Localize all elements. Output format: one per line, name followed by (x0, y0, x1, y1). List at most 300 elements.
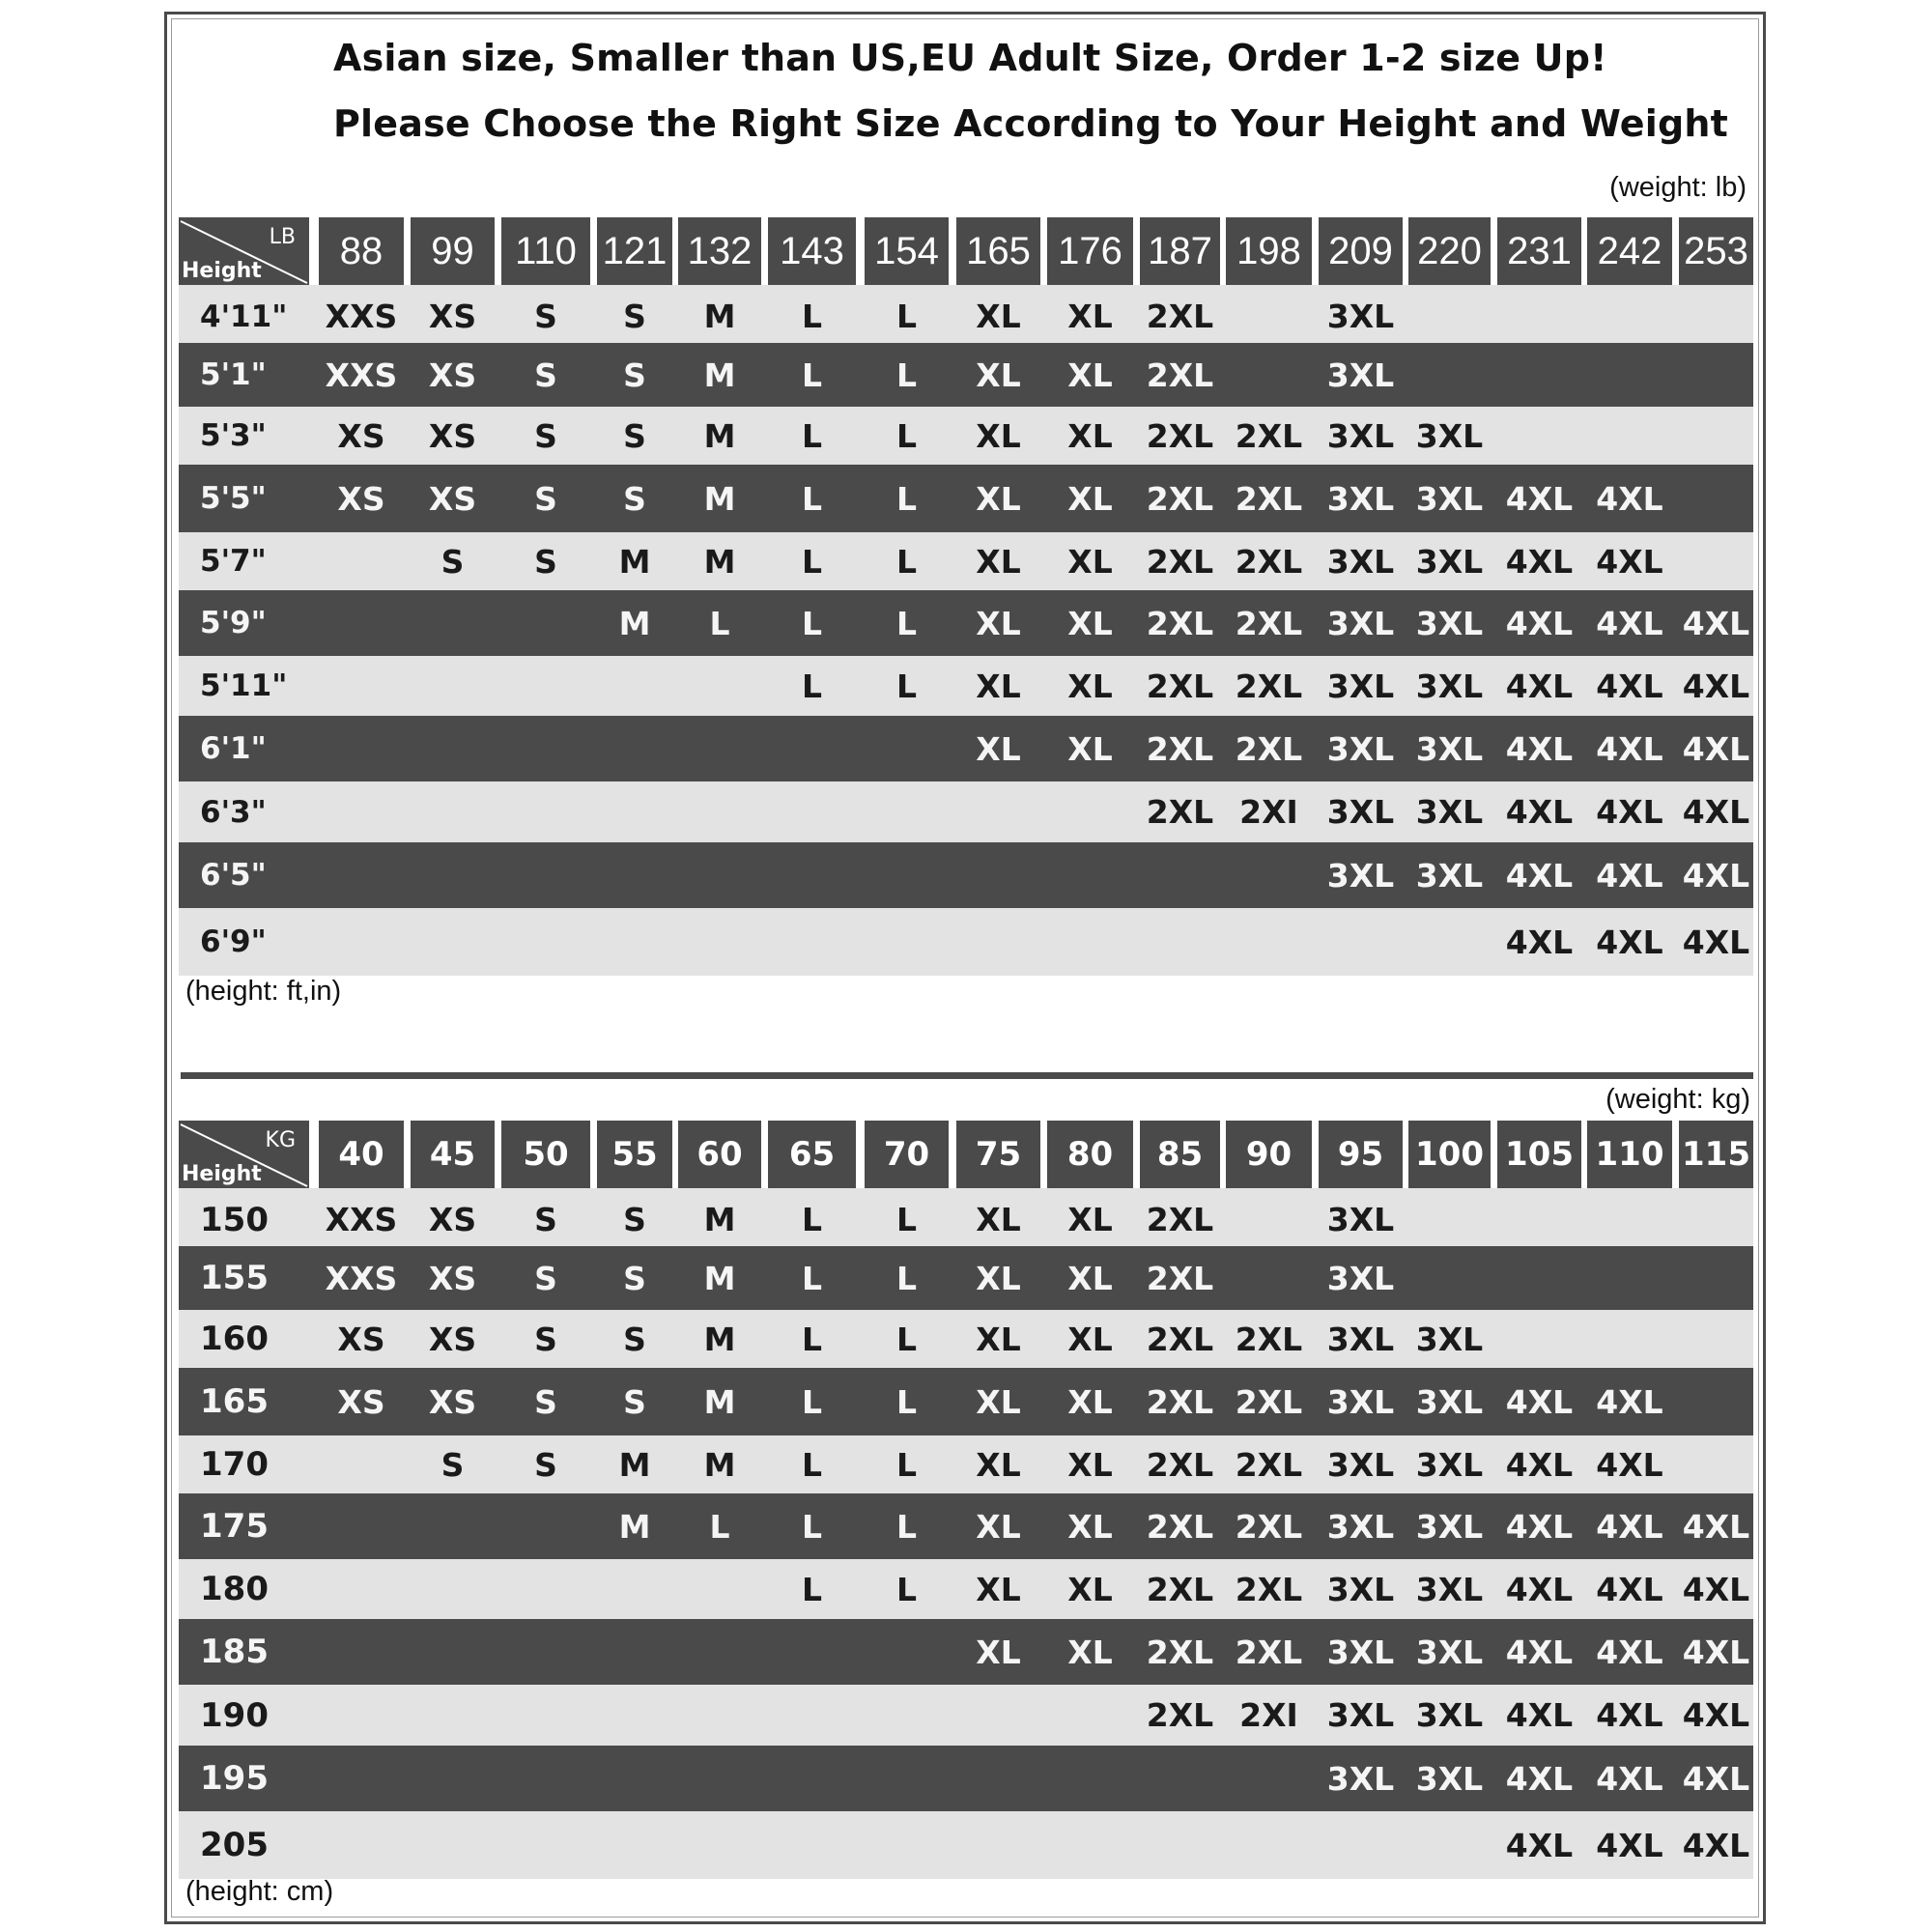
kg-weight-header-70: 70 (865, 1121, 949, 1188)
lb-size-cell: L (895, 298, 918, 335)
lb-size-cell: XS (428, 355, 477, 394)
lb-size-cell: XL (976, 416, 1021, 455)
kg-size-cell: 3XL (1415, 1759, 1484, 1798)
lb-size-cell: L (709, 604, 730, 642)
kg-weight-header-75: 75 (956, 1121, 1040, 1188)
kg-weight-header-85: 85 (1140, 1121, 1220, 1188)
kg-size-cell: XS (337, 1320, 385, 1358)
lb-height-unit-note: (height: ft,in) (185, 976, 342, 1007)
lb-size-cell: 3XL (1415, 416, 1484, 455)
kg-row-height-label: 195 (200, 1759, 269, 1798)
lb-size-cell: 3XL (1415, 604, 1484, 642)
kg-size-cell: XL (1067, 1320, 1113, 1358)
lb-weight-header-132: 132 (678, 217, 761, 285)
table-row (179, 343, 1753, 407)
lb-size-cell: L (895, 355, 918, 394)
kg-size-cell: S (440, 1445, 465, 1484)
kg-size-cell: XXS (325, 1201, 398, 1238)
kg-size-cell: XL (976, 1445, 1021, 1484)
lb-size-cell: 3XL (1326, 298, 1395, 335)
lb-size-cell: XL (976, 355, 1021, 394)
kg-size-cell: 2XL (1146, 1382, 1214, 1421)
kg-size-cell: XS (428, 1201, 477, 1238)
table-row (179, 1368, 1753, 1435)
kg-size-cell: 3XL (1326, 1382, 1395, 1421)
kg-size-cell: 4XL (1505, 1507, 1574, 1546)
lb-size-cell: 3XL (1326, 667, 1395, 705)
table-row (179, 716, 1753, 781)
lb-row-height-label: 5'1" (200, 357, 267, 392)
lb-size-cell: XL (1067, 667, 1113, 705)
kg-size-cell: S (534, 1259, 557, 1297)
lb-size-cell: S (534, 355, 557, 394)
lb-size-cell: 4XL (1596, 542, 1663, 581)
lb-size-cell: 2XI (1239, 793, 1298, 831)
lb-weight-header-253: 253 (1679, 217, 1753, 285)
kg-size-cell: L (895, 1259, 918, 1297)
kg-size-cell: 2XI (1239, 1696, 1298, 1734)
lb-weight-header-121: 121 (597, 217, 672, 285)
kg-size-cell: XL (976, 1259, 1021, 1297)
lb-size-cell: 4XL (1596, 604, 1663, 642)
kg-weight-header-110: 110 (1587, 1121, 1672, 1188)
lb-size-cell: 4XL (1682, 793, 1750, 831)
kg-size-cell: 4XL (1505, 1696, 1574, 1734)
lb-size-cell: L (895, 479, 918, 518)
lb-size-cell: 2XL (1146, 604, 1214, 642)
kg-size-cell: XL (1067, 1570, 1113, 1608)
kg-row-height-label: 165 (200, 1382, 269, 1421)
kg-size-cell: 2XL (1235, 1570, 1303, 1608)
lb-weight-header-88: 88 (319, 217, 404, 285)
kg-size-cell: 3XL (1415, 1320, 1484, 1358)
kg-weight-header-115: 115 (1679, 1121, 1753, 1188)
lb-size-cell: 3XL (1415, 542, 1484, 581)
kg-size-cell: 2XL (1146, 1696, 1214, 1734)
kg-size-cell: 3XL (1326, 1570, 1395, 1608)
lb-size-cell: XS (337, 416, 385, 455)
kg-size-cell: L (801, 1382, 823, 1421)
kg-size-cell: 3XL (1326, 1201, 1395, 1238)
lb-weight-header-231: 231 (1497, 217, 1581, 285)
lb-size-cell: 4XL (1596, 667, 1663, 705)
lb-row-height-label: 5'5" (200, 481, 267, 516)
lb-size-cell: 4XL (1596, 793, 1663, 831)
kg-size-cell: 3XL (1415, 1570, 1484, 1608)
lb-corner-height-label: Height (182, 259, 262, 283)
table-row (179, 285, 1753, 348)
kg-size-cell: 4XL (1682, 1826, 1750, 1864)
lb-size-cell: XXS (325, 355, 398, 394)
table-row (179, 908, 1753, 976)
lb-size-cell: 3XL (1326, 793, 1395, 831)
kg-size-cell: S (623, 1201, 646, 1238)
lb-size-cell: 3XL (1326, 416, 1395, 455)
lb-size-cell: 3XL (1326, 604, 1395, 642)
kg-corner-cell (179, 1121, 309, 1188)
lb-size-cell: S (534, 479, 557, 518)
kg-weight-header-80: 80 (1047, 1121, 1133, 1188)
lb-size-cell: L (895, 667, 918, 705)
lb-size-cell: L (801, 479, 823, 518)
kg-size-cell: 4XL (1596, 1570, 1663, 1608)
kg-size-cell: 4XL (1682, 1633, 1750, 1671)
lb-weight-header-242: 242 (1587, 217, 1672, 285)
lb-size-cell: L (801, 416, 823, 455)
kg-size-cell: 3XL (1326, 1445, 1395, 1484)
kg-row-height-label: 205 (200, 1826, 269, 1864)
lb-size-cell: S (623, 479, 646, 518)
kg-size-cell: XL (1067, 1507, 1113, 1546)
kg-height-unit-note: (height: cm) (185, 1876, 334, 1907)
kg-size-cell: M (703, 1259, 736, 1297)
kg-size-cell: XS (337, 1382, 385, 1421)
lb-size-cell: XL (1067, 604, 1113, 642)
lb-size-cell: L (801, 298, 823, 335)
table-row (179, 656, 1753, 716)
lb-size-cell: XS (428, 298, 477, 335)
lb-weight-header-143: 143 (768, 217, 856, 285)
lb-size-cell: 4XL (1505, 923, 1574, 961)
lb-size-cell: 4XL (1596, 923, 1663, 961)
kg-size-cell: 3XL (1326, 1507, 1395, 1546)
kg-corner-unit: KG (265, 1128, 296, 1152)
kg-size-cell: M (618, 1445, 651, 1484)
lb-size-cell: S (623, 298, 646, 335)
kg-weight-header-95: 95 (1319, 1121, 1403, 1188)
kg-size-cell: 4XL (1505, 1826, 1574, 1864)
lb-size-cell: 3XL (1415, 479, 1484, 518)
kg-size-cell: 3XL (1326, 1320, 1395, 1358)
kg-size-cell: 4XL (1596, 1445, 1663, 1484)
kg-size-cell: 4XL (1596, 1633, 1663, 1671)
kg-weight-header-65: 65 (768, 1121, 856, 1188)
kg-size-cell: XL (1067, 1259, 1113, 1297)
kg-size-cell: 2XL (1146, 1507, 1214, 1546)
lb-size-cell: XS (428, 416, 477, 455)
kg-size-cell: L (895, 1382, 918, 1421)
lb-size-cell: 4XL (1682, 667, 1750, 705)
table-row (179, 842, 1753, 908)
lb-row-height-label: 6'5" (200, 858, 267, 893)
lb-size-cell: XL (976, 298, 1021, 335)
lb-size-cell: 2XL (1146, 298, 1214, 335)
kg-size-cell: 3XL (1415, 1633, 1484, 1671)
kg-size-cell: 2XL (1146, 1320, 1214, 1358)
lb-size-cell: 4XL (1682, 729, 1750, 768)
kg-row-height-label: 175 (200, 1507, 269, 1546)
lb-weight-header-165: 165 (956, 217, 1040, 285)
kg-size-cell: L (895, 1445, 918, 1484)
lb-row-height-label: 5'9" (200, 606, 267, 640)
kg-size-cell: 3XL (1326, 1759, 1395, 1798)
kg-size-cell: S (623, 1382, 646, 1421)
lb-size-cell: 4XL (1505, 856, 1574, 895)
lb-size-cell: 2XL (1235, 479, 1303, 518)
lb-size-cell: 3XL (1415, 729, 1484, 768)
kg-size-cell: 4XL (1505, 1382, 1574, 1421)
kg-size-cell: M (703, 1445, 736, 1484)
kg-size-cell: L (895, 1320, 918, 1358)
lb-size-cell: XL (976, 729, 1021, 768)
lb-weight-header-110: 110 (501, 217, 590, 285)
lb-size-cell: S (440, 542, 465, 581)
lb-size-cell: M (703, 479, 736, 518)
kg-size-cell: L (801, 1507, 823, 1546)
kg-row-height-label: 185 (200, 1633, 269, 1671)
kg-size-cell: XL (976, 1201, 1021, 1238)
table-row (179, 1435, 1753, 1493)
kg-size-cell: XS (428, 1259, 477, 1297)
kg-size-cell: XL (976, 1633, 1021, 1671)
kg-size-cell: XL (976, 1382, 1021, 1421)
lb-row-height-label: 5'3" (200, 418, 267, 453)
lb-size-cell: 4XL (1596, 856, 1663, 895)
lb-size-cell: S (534, 542, 557, 581)
lb-size-cell: 2XL (1146, 479, 1214, 518)
kg-size-cell: 4XL (1596, 1759, 1663, 1798)
kg-size-cell: XL (976, 1320, 1021, 1358)
kg-size-cell: L (801, 1259, 823, 1297)
lb-size-cell: M (703, 298, 736, 335)
lb-size-cell: 2XL (1146, 355, 1214, 394)
kg-weight-header-40: 40 (319, 1121, 404, 1188)
lb-size-cell: XL (976, 479, 1021, 518)
lb-size-cell: M (703, 542, 736, 581)
table-row (179, 781, 1753, 842)
kg-row-height-label: 170 (200, 1445, 269, 1484)
kg-size-cell: XL (1067, 1201, 1113, 1238)
table-row (179, 1811, 1753, 1879)
lb-size-cell: XL (1067, 355, 1113, 394)
lb-size-cell: M (703, 355, 736, 394)
lb-weight-header-220: 220 (1408, 217, 1491, 285)
lb-size-cell: 2XL (1235, 667, 1303, 705)
kg-row-height-label: 150 (200, 1200, 269, 1239)
lb-size-cell: 2XL (1146, 729, 1214, 768)
kg-size-cell: 3XL (1415, 1507, 1484, 1546)
lb-row-height-label: 6'1" (200, 731, 267, 766)
lb-row-height-label: 4'11" (200, 298, 288, 334)
lb-row-height-label: 5'11" (200, 668, 288, 703)
lb-size-cell: XL (976, 604, 1021, 642)
kg-size-cell: M (703, 1201, 736, 1238)
kg-size-cell: S (534, 1382, 557, 1421)
lb-size-cell: 3XL (1415, 793, 1484, 831)
kg-size-cell: 4XL (1505, 1759, 1574, 1798)
lb-size-cell: M (618, 604, 651, 642)
kg-size-cell: L (801, 1320, 823, 1358)
kg-weight-header-100: 100 (1408, 1121, 1491, 1188)
section-divider (181, 1072, 1753, 1079)
lb-size-cell: 4XL (1505, 542, 1574, 581)
lb-size-cell: XL (1067, 729, 1113, 768)
lb-size-cell: L (801, 355, 823, 394)
lb-size-cell: S (534, 298, 557, 335)
lb-size-cell: 2XL (1235, 729, 1303, 768)
lb-size-cell: XS (337, 479, 385, 518)
kg-weight-header-50: 50 (501, 1121, 590, 1188)
kg-size-cell: 4XL (1505, 1445, 1574, 1484)
kg-size-cell: M (703, 1382, 736, 1421)
kg-size-cell: 3XL (1326, 1696, 1395, 1734)
lb-size-cell: 3XL (1415, 667, 1484, 705)
lb-size-cell: 3XL (1415, 856, 1484, 895)
kg-size-cell: S (534, 1201, 557, 1238)
kg-weight-header-105: 105 (1497, 1121, 1581, 1188)
table-row (179, 1188, 1753, 1251)
kg-row-height-label: 180 (200, 1570, 269, 1608)
lb-size-cell: L (895, 604, 918, 642)
kg-size-cell: 2XL (1146, 1633, 1214, 1671)
lb-size-cell: 2XL (1235, 542, 1303, 581)
headline-line-1: Asian size, Smaller than US,EU Adult Size, Order 1-2 size Up! (333, 37, 1607, 79)
lb-size-cell: XS (428, 479, 477, 518)
kg-corner-height-label: Height (182, 1162, 262, 1186)
lb-size-cell: 3XL (1326, 856, 1395, 895)
kg-size-cell: XL (976, 1507, 1021, 1546)
lb-size-cell: S (623, 416, 646, 455)
table-row (179, 465, 1753, 532)
lb-size-cell: XXS (325, 298, 398, 335)
lb-size-cell: 2XL (1235, 416, 1303, 455)
kg-size-cell: XS (428, 1382, 477, 1421)
lb-size-cell: L (801, 542, 823, 581)
lb-size-cell: L (801, 667, 823, 705)
kg-weight-header-60: 60 (678, 1121, 761, 1188)
kg-size-cell: 3XL (1326, 1259, 1395, 1297)
lb-size-cell: XL (1067, 479, 1113, 518)
lb-size-cell: 4XL (1505, 604, 1574, 642)
lb-size-cell: S (534, 416, 557, 455)
kg-size-cell: XL (1067, 1382, 1113, 1421)
lb-size-cell: 4XL (1682, 856, 1750, 895)
lb-size-cell: XL (1067, 542, 1113, 581)
table-row (179, 1310, 1753, 1368)
kg-size-cell: S (623, 1320, 646, 1358)
kg-size-cell: S (623, 1259, 646, 1297)
lb-row-height-label: 6'9" (200, 924, 267, 959)
kg-size-cell: L (801, 1570, 823, 1608)
lb-size-cell: M (618, 542, 651, 581)
lb-size-cell: 4XL (1682, 923, 1750, 961)
kg-size-cell: XL (976, 1570, 1021, 1608)
table-row (179, 407, 1753, 465)
kg-weight-unit-note: (weight: kg) (1605, 1084, 1750, 1115)
kg-row-height-label: 190 (200, 1695, 269, 1735)
lb-size-cell: 2XL (1146, 542, 1214, 581)
lb-size-cell: 3XL (1326, 729, 1395, 768)
lb-size-cell: 2XL (1146, 793, 1214, 831)
kg-size-cell: 2XL (1235, 1507, 1303, 1546)
table-row (179, 1685, 1753, 1746)
kg-size-cell: 4XL (1596, 1507, 1663, 1546)
kg-size-cell: 2XL (1146, 1259, 1214, 1297)
lb-weight-header-176: 176 (1047, 217, 1133, 285)
kg-size-cell: 4XL (1682, 1759, 1750, 1798)
lb-corner-unit: LB (269, 225, 296, 249)
kg-weight-header-55: 55 (597, 1121, 672, 1188)
kg-size-cell: 3XL (1326, 1633, 1395, 1671)
lb-size-cell: XL (976, 667, 1021, 705)
kg-size-cell: 4XL (1596, 1696, 1663, 1734)
kg-size-cell: XS (428, 1320, 477, 1358)
kg-size-cell: 4XL (1682, 1570, 1750, 1608)
lb-size-cell: 2XL (1146, 416, 1214, 455)
lb-size-cell: 4XL (1505, 667, 1574, 705)
kg-size-cell: M (618, 1507, 651, 1546)
kg-size-cell: 4XL (1596, 1382, 1663, 1421)
lb-size-cell: L (895, 542, 918, 581)
lb-size-cell: XL (1067, 298, 1113, 335)
lb-weight-header-154: 154 (865, 217, 949, 285)
lb-size-cell: L (801, 604, 823, 642)
kg-size-cell: XL (1067, 1445, 1113, 1484)
lb-size-cell: 4XL (1505, 479, 1574, 518)
kg-size-cell: 4XL (1505, 1633, 1574, 1671)
kg-size-cell: 3XL (1415, 1696, 1484, 1734)
kg-weight-header-90: 90 (1226, 1121, 1312, 1188)
lb-weight-header-99: 99 (411, 217, 495, 285)
kg-size-cell: S (534, 1320, 557, 1358)
kg-size-cell: 2XL (1235, 1445, 1303, 1484)
kg-header-row (179, 1121, 1753, 1188)
kg-size-cell: 2XL (1235, 1320, 1303, 1358)
lb-row-height-label: 5'7" (200, 544, 267, 579)
table-row (179, 1493, 1753, 1559)
lb-size-cell: 2XL (1146, 667, 1214, 705)
kg-size-cell: L (801, 1201, 823, 1238)
lb-row-height-label: 6'3" (200, 794, 267, 830)
lb-size-cell: XL (976, 542, 1021, 581)
kg-size-cell: 2XL (1235, 1382, 1303, 1421)
lb-size-cell: 4XL (1596, 479, 1663, 518)
table-row (179, 1746, 1753, 1811)
table-row (179, 532, 1753, 590)
lb-corner-cell (179, 217, 309, 285)
lb-weight-unit-note: (weight: lb) (1609, 172, 1747, 203)
kg-size-cell: XXS (325, 1259, 398, 1297)
lb-header-row (179, 217, 1753, 285)
lb-size-cell: 4XL (1682, 604, 1750, 642)
headline-line-2: Please Choose the Right Size According to Your Height and Weight (333, 102, 1728, 145)
kg-size-cell: 4XL (1682, 1696, 1750, 1734)
table-row (179, 1619, 1753, 1685)
kg-size-cell: 4XL (1682, 1507, 1750, 1546)
lb-size-cell: M (703, 416, 736, 455)
kg-size-cell: L (895, 1201, 918, 1238)
kg-size-cell: 3XL (1415, 1382, 1484, 1421)
lb-size-cell: L (895, 416, 918, 455)
lb-size-cell: 2XL (1235, 604, 1303, 642)
kg-size-cell: 2XL (1146, 1445, 1214, 1484)
kg-size-cell: M (703, 1320, 736, 1358)
lb-size-cell: 4XL (1596, 729, 1663, 768)
lb-size-cell: 4XL (1505, 793, 1574, 831)
kg-size-cell: L (709, 1507, 730, 1546)
kg-size-cell: 3XL (1415, 1445, 1484, 1484)
lb-weight-header-209: 209 (1319, 217, 1403, 285)
kg-size-cell: 2XL (1146, 1570, 1214, 1608)
kg-weight-header-45: 45 (411, 1121, 495, 1188)
lb-size-cell: 3XL (1326, 355, 1395, 394)
lb-size-cell: 3XL (1326, 479, 1395, 518)
kg-row-height-label: 155 (200, 1259, 269, 1297)
lb-size-cell: S (623, 355, 646, 394)
kg-size-cell: XL (1067, 1633, 1113, 1671)
kg-size-cell: L (895, 1570, 918, 1608)
kg-size-cell: 4XL (1596, 1826, 1663, 1864)
